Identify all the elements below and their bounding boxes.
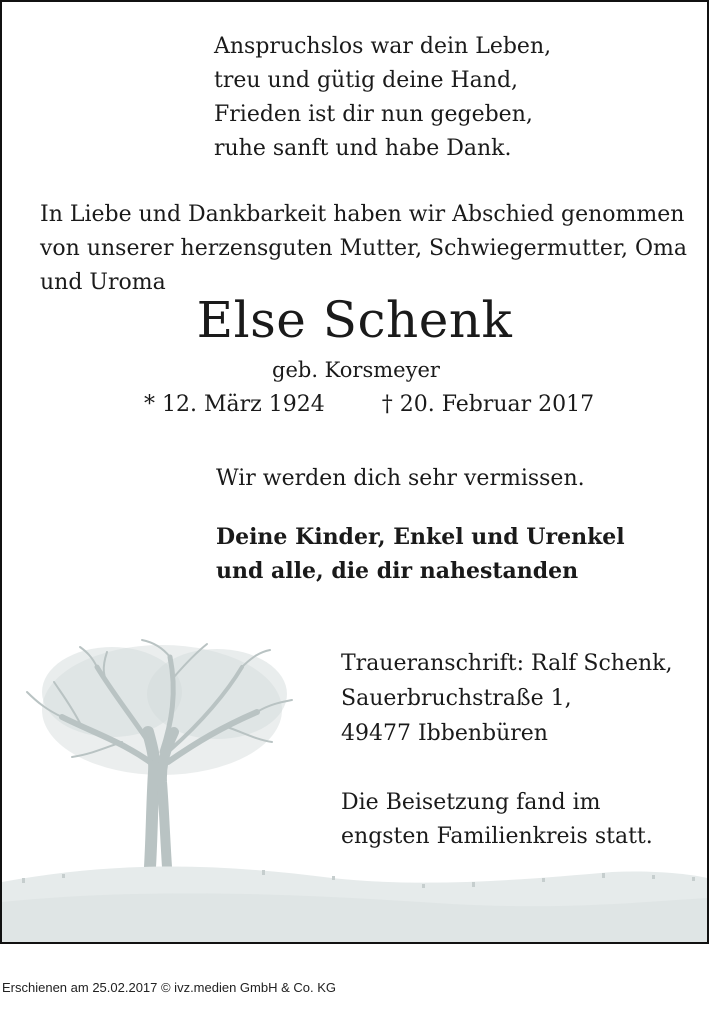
mourning-address [341, 646, 672, 751]
address-line: Sauerbruchstraße 1, [341, 686, 572, 711]
verse-line: Frieden ist dir nun gegeben, [214, 102, 533, 127]
farewell-message: Wir werden dich sehr vermissen. [216, 466, 585, 491]
intro-text [40, 198, 687, 300]
death-date: † 20. Februar 2017 [381, 392, 595, 417]
address-line: Traueranschrift: Ralf Schenk, [341, 651, 673, 676]
life-dates [144, 390, 594, 420]
memorial-verse [214, 30, 551, 166]
intro-line: von unserer herzensguten Mutter, Schwiegermutter, Oma [40, 236, 687, 261]
mourners-line: und alle, die dir nahestanden [216, 558, 579, 584]
birth-date: * 12. März 1924 [144, 392, 325, 417]
verse-line: ruhe sanft und habe Dank. [214, 136, 512, 161]
publication-footer: Erschienen am 25.02.2017 © ivz.medien GmbH & Co. KG [2, 980, 337, 995]
deceased-name: Else Schenk [196, 291, 513, 349]
verse-line: Anspruchslos war dein Leben, [214, 34, 552, 59]
maiden-name: geb. Korsmeyer [272, 358, 440, 382]
mourners [216, 520, 625, 588]
burial-line: engsten Familienkreis statt. [341, 824, 653, 849]
mourners-line: Deine Kinder, Enkel und Urenkel [216, 524, 625, 550]
verse-line: treu und gütig deine Hand, [214, 68, 519, 93]
address-line: 49477 Ibbenbüren [341, 721, 548, 746]
burial-note [341, 786, 653, 854]
intro-line: und Uroma [40, 270, 166, 295]
burial-line: Die Beisetzung fand im [341, 790, 601, 815]
intro-line: In Liebe und Dankbarkeit haben wir Abschied genommen [40, 202, 685, 227]
